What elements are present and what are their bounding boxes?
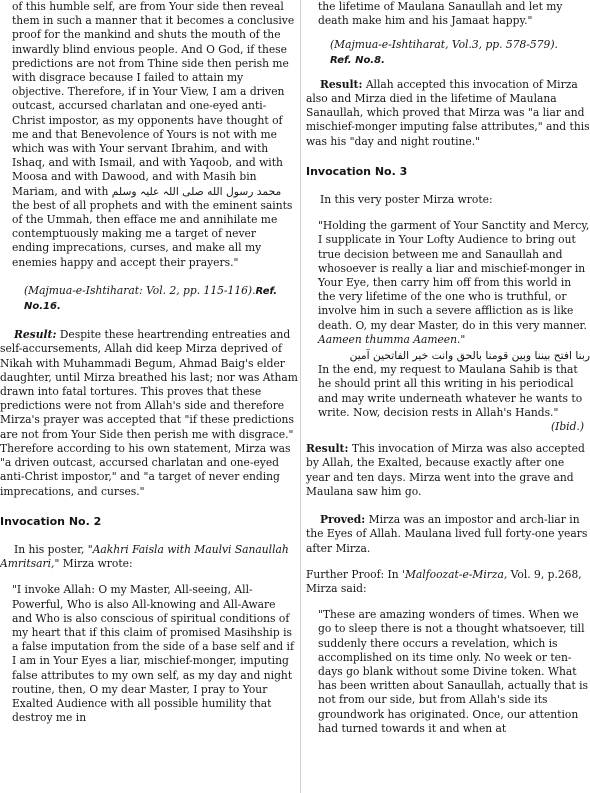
proved-text: Mirza was an impostor and arch-liar in the Eyes of Allah. Maulana lived full forty-one years after Mirza.	[306, 513, 588, 555]
heading-invocation-3: Invocation No. 3	[306, 164, 408, 178]
reference-1: Ref. No.16.	[24, 285, 278, 313]
citation-1-text: (Majmua-e-Ishtiharat: Vol. 2, pp. 115-116).	[24, 283, 256, 297]
result-label-3: Result:	[306, 442, 349, 456]
aameen-text: Aameen thumma Aameen."	[318, 332, 466, 346]
quote-3-text: "Holding the garment of Your Sanctity and Mercy, I supplicate in Your Lofty Audience to bring out true decision between me and Sanaullah and whosoever is really a liar and mischief-monger in Your Eye, then carry him off from this world in the very lifetime of the one who is truthful, or involve him in such a severe affliction as is like death. O, my dear Master, do in this very manner.	[318, 219, 590, 332]
quote-paragraph-3b: In the end, my request to Maulana Sahib is that he should print all this writing in his periodical and may write underneath whatever he wants to write. Now, decision rests in Allah's Hands."	[318, 363, 583, 419]
result-text-1: Despite these heartrending entreaties and self-accursements, Allah did keep Mirza deprived of Nikah with Muhammadi Begum, Ahmad Baig's elder daughter, until Mirza breathed his last; nor was Atham drawn into fatal tortures. This proves that these predictions were not from Allah's side and therefore Mirza's prayer was accepted that "if these predictions are not from Your Side then perish me with disgrace." Therefore according to his own statement, Mirza was "a driven outcast, accursed charlatan and one-eyed anti-Christ impostor," and "a target of never ending imprecations, and curses."	[0, 328, 298, 498]
quote-paragraph-3	[318, 219, 590, 347]
quote-continuation: the lifetime of Maulana Sanaullah and let my death make him and his Jamaat happy."	[318, 0, 563, 28]
right-column	[306, 0, 590, 736]
result-text-2: Allah accepted this invocation of Mirza also and Mirza died in the lifetime of Maulana Sanaullah, which proved that Mirza was "a liar and mischief-monger imputing false attributes," and this was his "day and night routine."	[306, 77, 590, 148]
result-label-2: Result:	[320, 77, 363, 91]
arabic-inline-text: محمد رسول الله صلی اللہ علیہ وسلم	[111, 184, 282, 198]
heading-invocation-2: Invocation No. 2	[0, 514, 102, 528]
further-proof-b: Vol. 9, p.268, Mirza said:	[306, 567, 582, 595]
proved-label: Proved:	[320, 513, 366, 527]
quote-paragraph-4: "These are amazing wonders of times. When we go to sleep there is not a thought whatsoever, till suddenly there occurs a revelation, which is accomplished on its time only. No week or ten-days go blank without some Divine token. What has been written about Sanaullah, actually that is not from our side, but from Allah's side its groundwork has originated. Once, our attention had turned towards it and when at	[318, 608, 589, 735]
result-paragraph-3	[306, 442, 590, 499]
citation-1	[24, 284, 300, 314]
citation-2-text: (Majmua-e-Ishtiharat, Vol.3, pp. 578-579).	[330, 38, 558, 52]
left-column	[0, 0, 300, 725]
quote-paragraph-1	[12, 0, 296, 270]
result-paragraph-1	[0, 328, 300, 498]
further-proof-paragraph	[306, 568, 590, 596]
ibid-citation: (Ibid.)	[550, 420, 584, 434]
quote-paragraph-2: "I invoke Allah: O my Master, All-seeing, All-Powerful, Who is also All-knowing and All-Aware and Who is also conscious of spiritual conditions of my heart that if this claim of promised Masihship is a false imputation from the side of a base self and if I am in Your Eyes a liar, mischief-monger, imputing false attributes to my own self, as my day and night routine, then, O my dear Master, I pray to Your Exalted Audience with all possible humility that destroy me in	[12, 583, 294, 725]
intro-paragraph-2	[0, 543, 300, 571]
column-divider	[300, 0, 301, 793]
quote-text-1: of this humble self, are from Your side then reveal them in such a manner that it becomes a conclusive proof for the mankind and shuts the mouth of the inwardly blind envious people. And O God, if these predictions are not from Thine side then perish me with disgrace because I failed to attain my objective. Therefore, if in Your View, I am a driven outcast, accursed charlatan and one-eyed anti-Christ impostor, as my opponents have thought of me and that Benevolence of Yours is not with me which was with Your servant Ibrahim, and with Ishaq, and with Ismail, and with Yaqoob, and with Moosa and with Dawood, and with Masih bin Mariam, and with	[12, 0, 295, 198]
result-label-1: Result:	[14, 328, 57, 342]
result-text-3: This invocation of Mirza was also accepted by Allah, the Exalted, because exactly after one year and ten days. Mirza went into the grave and Maulana saw him go.	[306, 442, 585, 498]
intro-paragraph-3: In this very poster Mirza wrote:	[320, 193, 493, 207]
intro-2-b: Mirza wrote:	[59, 557, 133, 571]
further-proof-title: 'Malfoozat-e-Mirza,	[402, 567, 508, 581]
further-proof-a: Further Proof: In	[306, 567, 403, 581]
result-paragraph-2	[306, 78, 590, 149]
citation-2	[330, 38, 590, 67]
reference-2: Ref. No.8.	[330, 54, 385, 66]
quote-text-1-end: the best of all prophets and with the eminent saints of the Ummah, then efface me and annihilate me contemptuously making me a target of never ending imprecations, curses, and make all my enemies happy and accept their prayers."	[12, 198, 293, 269]
arabic-prayer: ربنا افتح بیننا وبین قومنا بالحق وانت خیر الفاتحین آمین	[349, 349, 590, 363]
poster-title: "Aakhri Faisla with Maulvi Sanaullah Amritsari,"	[0, 542, 289, 571]
intro-2-a: In his poster,	[14, 542, 88, 556]
proved-paragraph	[306, 513, 590, 556]
